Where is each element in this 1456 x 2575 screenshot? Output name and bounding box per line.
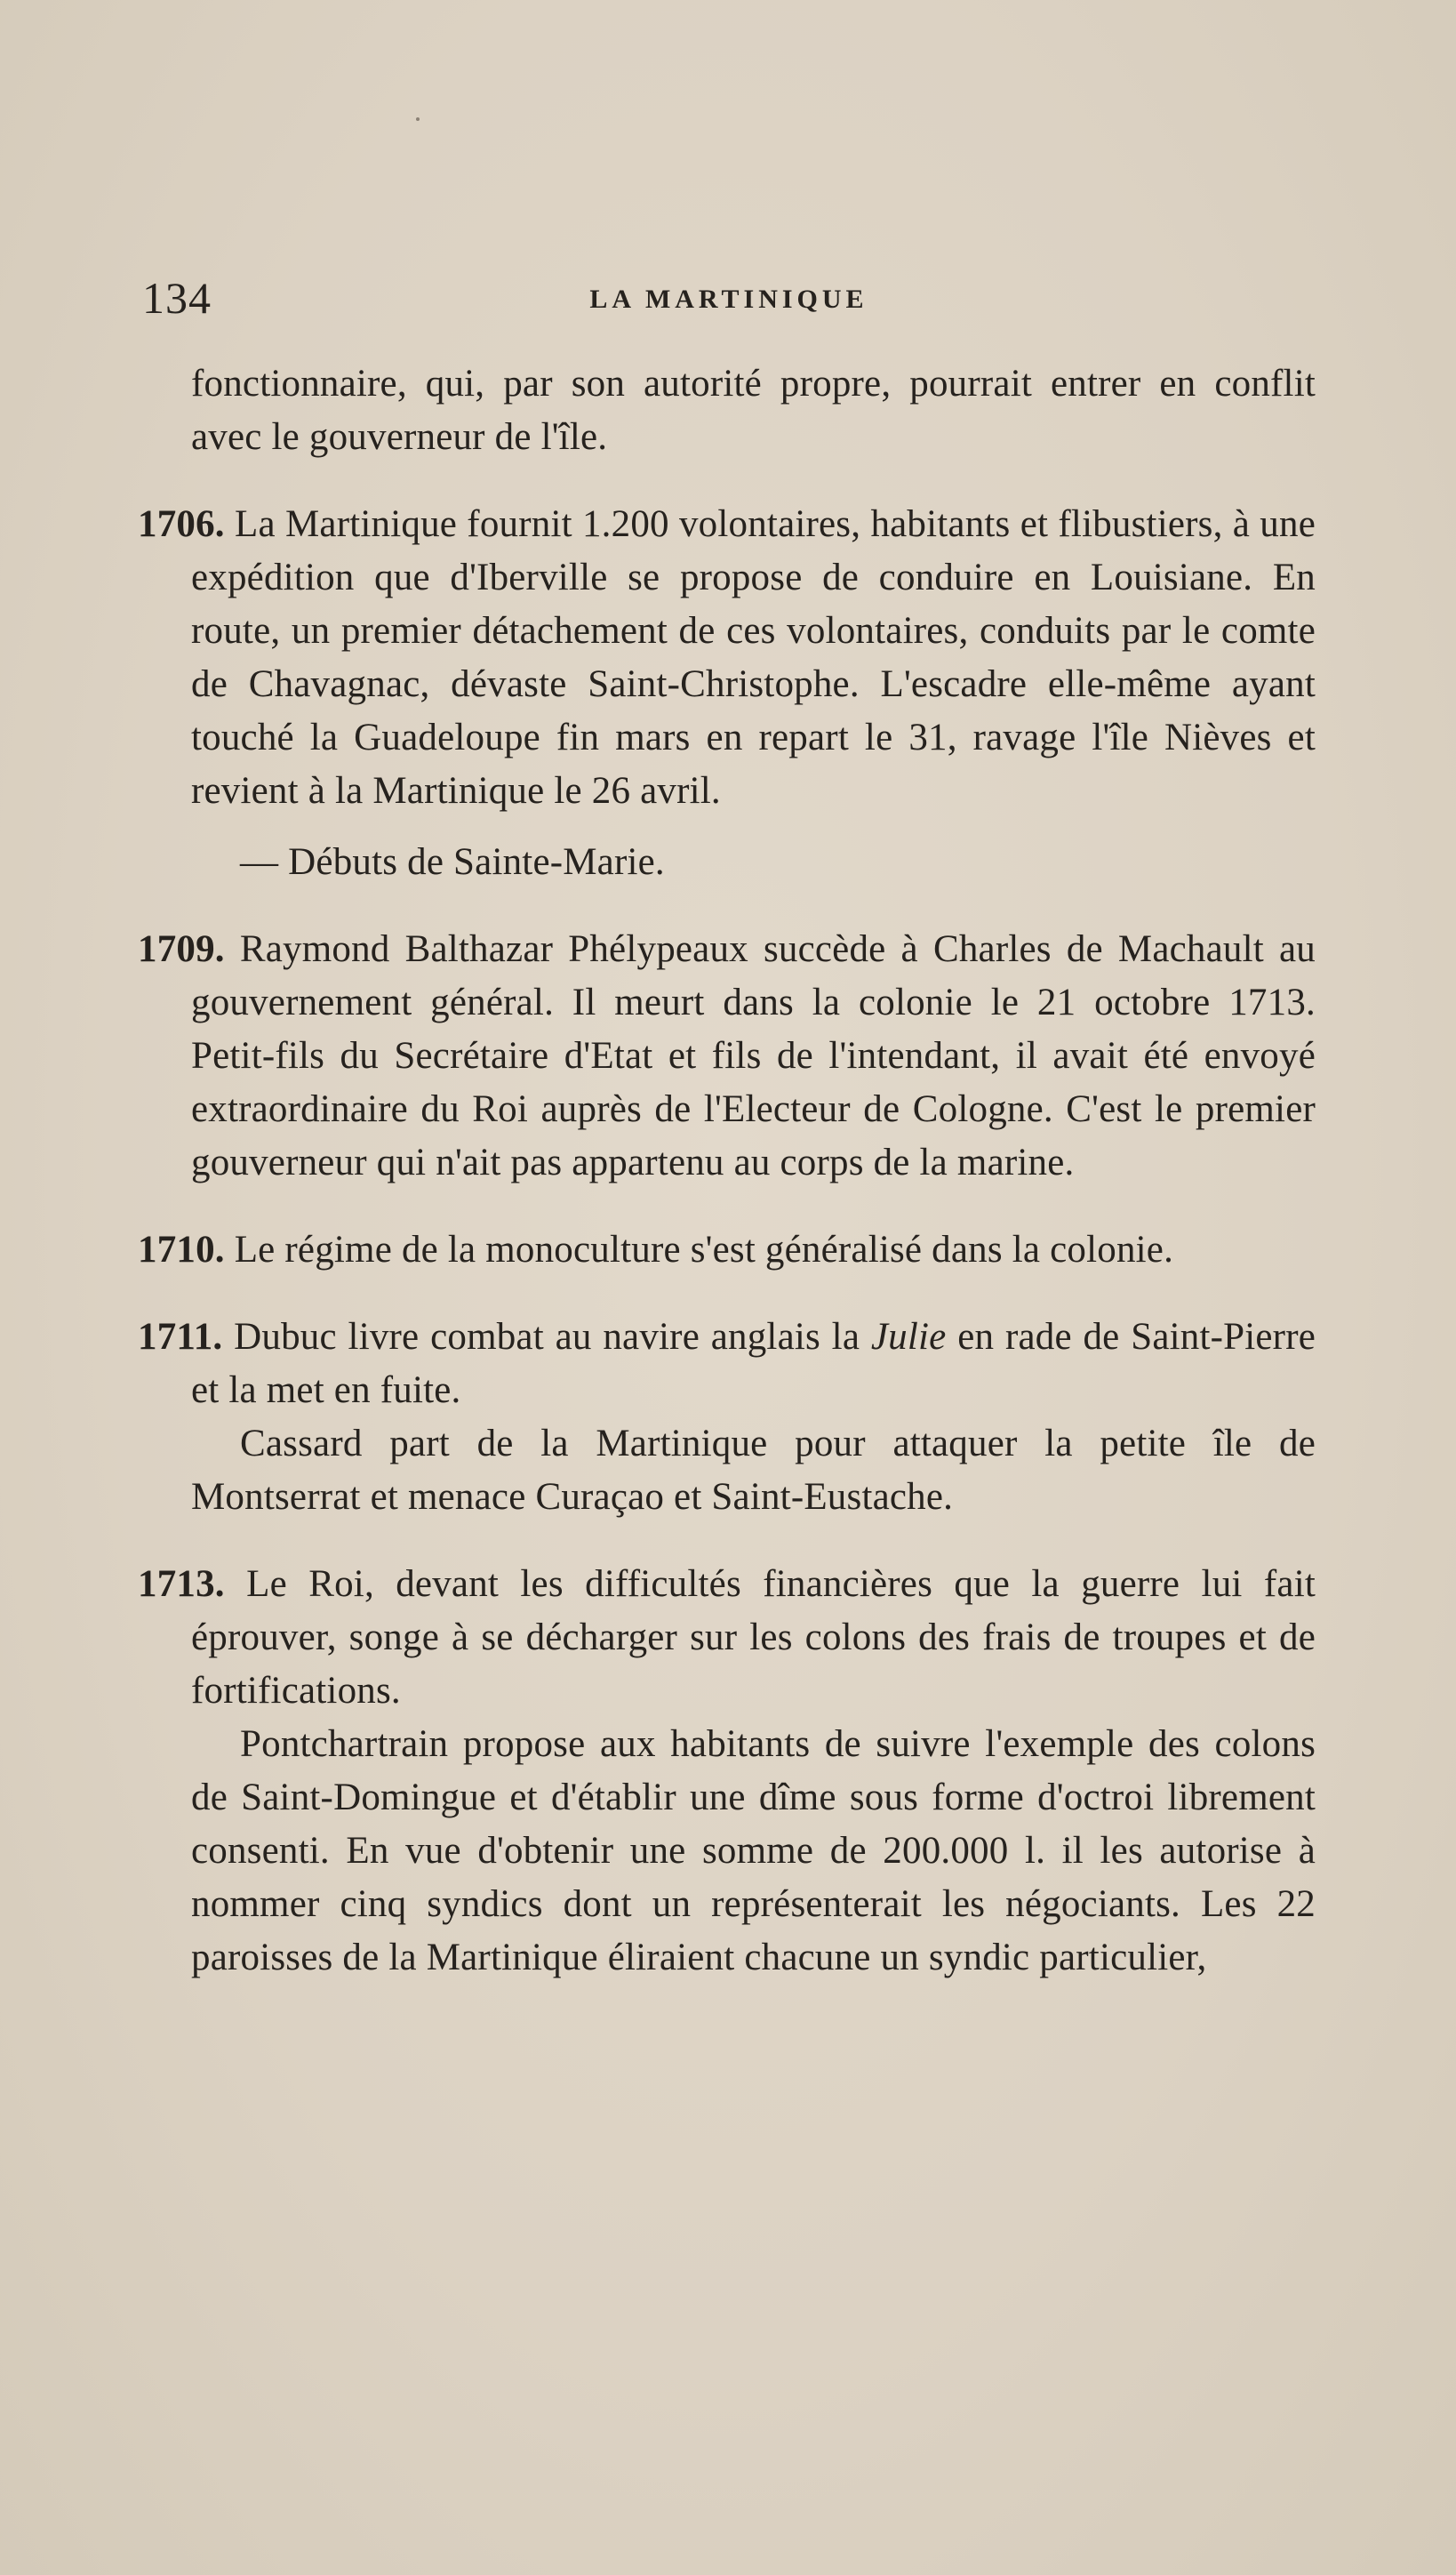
entry-paragraph [138, 1311, 1316, 1417]
continuation-paragraph: fonctionnaire, qui, par son autorité propre, pourrait entrer en conflit avec le gouverneur de l'île. [191, 363, 1316, 458]
entry-year: 1709. [138, 928, 225, 970]
entry-paragraph [138, 1558, 1316, 1718]
page-body [138, 357, 1316, 1985]
running-head [142, 267, 1316, 329]
entry-year: 1713. [138, 1563, 225, 1605]
entry-sub-note: — Débuts de Sainte-Marie. [240, 841, 665, 883]
entry-text: Le Roi, devant les difficultés financières que la guerre lui fait éprouver, songe à se décharger sur les colons des frais de troupes et de fortifications. [191, 1563, 1316, 1712]
entry-text: en rade de Saint-Pierre et la met en fuite. [191, 1316, 1316, 1411]
entry-text: Raymond Balthazar Phélypeaux succède à Charles de Machault au gouvernement général. Il meurt dans la colonie le 21 octobre 1713. Petit-fils du Secrétaire d'Etat et fils de l'intendant, il avait été envoyé extraordinaire du Roi auprès de l'Electeur de Cologne. C'est le premier gouverneur qui n'ait pas appartenu au corps de la marine. [191, 928, 1316, 1183]
ship-name: Julie [870, 1316, 947, 1358]
entry-text: Dubuc livre combat au navire anglais la [234, 1316, 871, 1358]
chronology-entry-1713 [138, 1558, 1316, 1985]
entry-paragraph [138, 498, 1316, 818]
entry-year: 1710. [138, 1229, 225, 1271]
entry-year: 1706. [138, 503, 225, 545]
entry-paragraph: Pontchartrain propose aux habitants de suivre l'exemple des colons de Saint-Domingue et d'établir une dîme sous forme d'octroi librement consenti. En vue d'obtenir une somme de 200.000 l. il les autorise à nommer cinq syndics dont un représenterait les négociants. Les 22 paroisses de la Martinique éliraient chacune un syndic particulier, [191, 1723, 1316, 1978]
chronology-entry-1709 [138, 923, 1316, 1190]
paper-speck [416, 117, 420, 121]
entry-paragraph [138, 923, 1316, 1190]
page-number: 134 [142, 273, 212, 323]
entry-paragraph: Cassard part de la Martinique pour attaquer la petite île de Montserrat et menace Curaçao et Saint-Eustache. [191, 1423, 1316, 1518]
entry-paragraph [138, 1223, 1316, 1277]
entry-text: Le régime de la monoculture s'est généralisé dans la colonie. [234, 1229, 1174, 1271]
chronology-entry-1706 [138, 498, 1316, 889]
running-title: LA MARTINIQUE [589, 285, 868, 314]
chronology-entry-1710 [138, 1223, 1316, 1277]
entry-year: 1711. [138, 1316, 223, 1358]
entry-text: La Martinique fournit 1.200 volontaires, habitants et flibustiers, à une expédition que d'Iberville se propose de conduire en Louisiane. En route, un premier détachement de ces volontaires, conduits par le comte de Chavagnac, dévaste Saint-Christophe. L'escadre elle-même ayant touché la Guadeloupe fin mars en repart le 31, ravage l'île Nièves et revient à la Martinique le 26 avril. [191, 503, 1316, 812]
chronology-entry-1711 [138, 1311, 1316, 1524]
